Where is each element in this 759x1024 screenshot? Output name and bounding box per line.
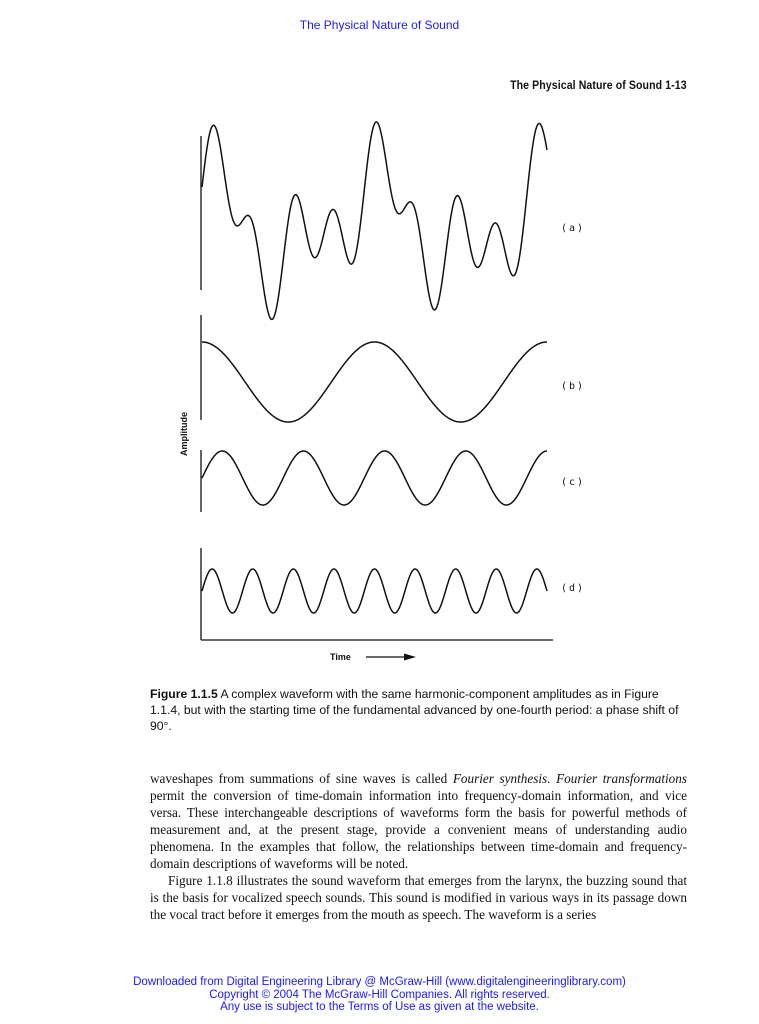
top-link[interactable]: The Physical Nature of Sound <box>299 18 460 32</box>
body-text <box>150 770 687 923</box>
footer-download-link[interactable]: Downloaded from Digital Engineering Library @ McGraw-Hill (www.digitalengineeringlibrary.com) <box>133 976 626 988</box>
paragraph-2: Figure 1.1.8 illustrates the sound waveform that emerges from the larynx, the buzzing sound that is the basis for vocalized speech sounds. This sound is modified in various ways in its passage down the vocal tract before it emerges from the mouth as speech. The waveform is a series <box>150 873 687 922</box>
p1-term-fourier-transformations: Fourier transformations <box>556 771 688 786</box>
waveform-b <box>202 342 547 422</box>
p1-start: waveshapes from summations of sine waves is called <box>150 771 453 786</box>
panel-label-c: (c) <box>561 477 586 488</box>
paragraph-1 <box>150 770 687 872</box>
waveform-d <box>202 569 547 613</box>
running-head: The Physical Nature of Sound 1-13 <box>510 78 687 92</box>
waveform-a <box>202 122 547 319</box>
x-axis-label: Time <box>330 652 351 662</box>
panel-label-d: (d) <box>561 583 586 594</box>
footer <box>0 976 759 1014</box>
caption-text: A complex waveform with the same harmonic-component amplitudes as in Figure 1.1.4, but with the starting time of the fundamental advanced by one-fourth period: a phase shift of 90°. <box>150 687 679 733</box>
panel-label-b: (b) <box>561 381 586 392</box>
time-arrow-icon <box>366 654 416 661</box>
panel-label-a: (a) <box>561 223 586 234</box>
p1-mid: . <box>547 771 557 786</box>
figure-caption <box>150 686 690 734</box>
y-axis-label: Amplitude <box>179 412 189 456</box>
caption-figure-number: Figure 1.1.5 <box>150 687 218 701</box>
waveform-c <box>202 451 547 505</box>
p1-end: permit the conversion of time-domain information into frequency-domain information, and vice versa. These interchangeable descriptions of waveforms form the basis for powerful methods of measurement and, at the present stage, provide a convenient means of understanding audio phenomena. In the examples that follow, the relationships between time-domain and frequency-domain descriptions of waveforms will be noted. <box>150 788 687 871</box>
footer-copyright: Copyright © 2004 The McGraw-Hill Companies. All rights reserved. <box>209 988 550 1001</box>
p1-term-fourier-synthesis: Fourier synthesis <box>452 771 548 786</box>
footer-terms-link[interactable]: Any use is subject to the Terms of Use as given at the website. <box>220 1001 539 1013</box>
